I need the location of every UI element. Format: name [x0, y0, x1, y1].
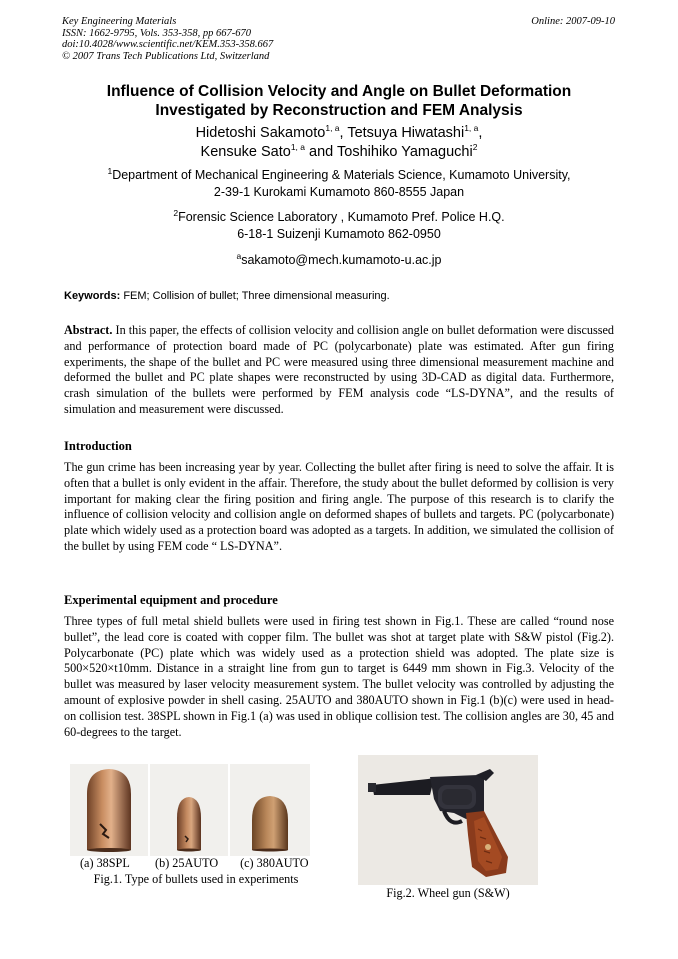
affiliation-text: Department of Mechanical Engineering & Materials Science, Kumamoto University, — [112, 168, 571, 182]
subcaption-a: (a) 38SPL — [80, 856, 130, 870]
affiliation-address: 6-18-1 Suizenji Kumamoto 862-0950 — [237, 227, 441, 241]
author-line-1: Hidetoshi Sakamoto$^{1, a}$, Tetsuya Hiwatashi$^{1, a}$, — [195, 123, 483, 141]
author-line-2 — [40, 143, 638, 162]
email-superscript: a — [236, 250, 242, 261]
copyright-line: © 2007 Trans Tech Publications Ltd, Switzerland — [62, 50, 270, 62]
abstract-text: In this paper, the effects of collision velocity and collision angle on bullet deformation were discussed and performance of protection board made of PC (polycarbonate) plate was estimated. After gun firing experiments, the shape of the bullet and PC were measured using three dimensional measurement machine and deformed the bullet and PC plate shapes were reconstructed by using 3D-CAD as digital data. Furthermore, crash simulation of the bullets were performed by FEM analysis code “LS-DYNA”, and the results of simulation and measurement were discussed. — [64, 323, 614, 416]
affiliation-address: 2-39-1 Kurokami Kumamoto 860-8555 Japan — [213, 185, 465, 199]
affiliation-text: Forensic Science Laboratory , Kumamoto Pref. Police H.Q. — [178, 210, 505, 224]
bullet-38spl-image — [70, 764, 148, 856]
doi-line: doi:10.4028/www.scientific.net/KEM.353-358.667 — [62, 39, 274, 50]
author-superscript: 1, a — [290, 142, 306, 153]
keywords-label: Keywords: — [64, 290, 121, 302]
bullet-photo-380auto — [230, 764, 310, 856]
abstract — [64, 323, 614, 418]
issn-line: ISSN: 1662-9795, Vols. 353-358, pp 667-670 — [62, 27, 251, 39]
bullet-photo-38spl — [70, 764, 148, 856]
revolver-image — [358, 755, 538, 885]
author-superscript: 1, a — [325, 123, 340, 134]
author-name: Tetsuya Hiwatashi — [347, 125, 465, 141]
affiliation-2 — [40, 209, 638, 243]
figure-2-caption: Fig.2. Wheel gun (S&W) — [386, 886, 510, 900]
affiliation-superscript: 1 — [107, 165, 113, 176]
author-email — [40, 252, 638, 269]
author-superscript: 1, a — [464, 123, 479, 134]
gun-photo — [358, 755, 538, 885]
author-superscript: 2 — [472, 142, 478, 153]
figure-1-caption: Fig.1. Type of bullets used in experiments — [93, 872, 299, 886]
title-line-2: Investigated by Reconstruction and FEM Analysis — [155, 102, 523, 119]
journal-name: Key Engineering Materials — [62, 16, 177, 27]
abstract-label: Abstract. — [64, 323, 113, 337]
author-conjunction: and — [309, 144, 334, 160]
author-list — [40, 124, 638, 162]
affiliation-1 — [40, 167, 638, 201]
email-address: sakamoto@mech.kumamoto-u.ac.jp — [241, 253, 442, 267]
bullet-photos — [70, 764, 310, 856]
paper-title — [40, 82, 638, 120]
figure-1-subcaptions — [80, 856, 320, 871]
subcaption-b: (b) 25AUTO — [155, 856, 219, 870]
author-name: Toshihiko Yamaguchi — [337, 144, 473, 160]
introduction-text: The gun crime has been increasing year by year. Collecting the bullet after firing is need to solve the affair. It is often that a bullet is only evident in the affair. Therefore, the study about the bullet deformed by collision is very important for making clear the firing position and firing angle. The purpose of this research is to clarify the influence of collision velocity and collision angle on deformed shapes of bullets and targets. PC (polycarbonate) plate which widely used as a protection board was adopted as a targets. In addition, we simulated the collision of the bullet by using FEM code “ LS-DYNA”. — [64, 460, 614, 553]
keywords — [64, 289, 624, 303]
author-name: Kensuke Sato — [200, 144, 291, 160]
introduction-heading: Introduction — [64, 439, 132, 453]
experimental-heading: Experimental equipment and procedure — [64, 593, 278, 607]
bullet-380auto-image — [230, 764, 310, 856]
affiliation-superscript: 2 — [173, 207, 179, 218]
keywords-text: FEM; Collision of bullet; Three dimensional measuring. — [123, 290, 390, 302]
title-line-1: Influence of Collision Velocity and Angle on Bullet Deformation — [106, 83, 572, 100]
author-name: Hidetoshi Sakamoto — [195, 125, 326, 141]
bullet-25auto-image — [150, 764, 228, 856]
online-date: Online: 2007-09-10 — [531, 16, 615, 27]
subcaption-c: (c) 380AUTO — [240, 856, 309, 870]
experimental-text: Three types of full metal shield bullets were used in firing test shown in Fig.1. These are called “round nose bullet”, the lead core is coated with copper film. The bullet was shot at target plate with S&W pistol (Fig.2). Polycarbonate (PC) plate which was widely used as a protection shield was adopted. The plate size is 500×520×t10mm. Distance in a straight line from gun to target is 6449 mm shown in Fig.3. Velocity of the bullet was measured by laser velocity measurement system. The bullet velocity was controlled by adjusting the amount of explosive powder in shell casing. 25AUTO and 380AUTO shown in Fig.1 (b)(c) were used in head-on collision test. 38SPL shown in Fig.1 (a) was used in oblique collision test. The collision angles are 30, 45 and 60-degrees to the target. — [64, 614, 614, 739]
bullet-photo-25auto — [150, 764, 228, 856]
journal-header — [62, 16, 273, 62]
